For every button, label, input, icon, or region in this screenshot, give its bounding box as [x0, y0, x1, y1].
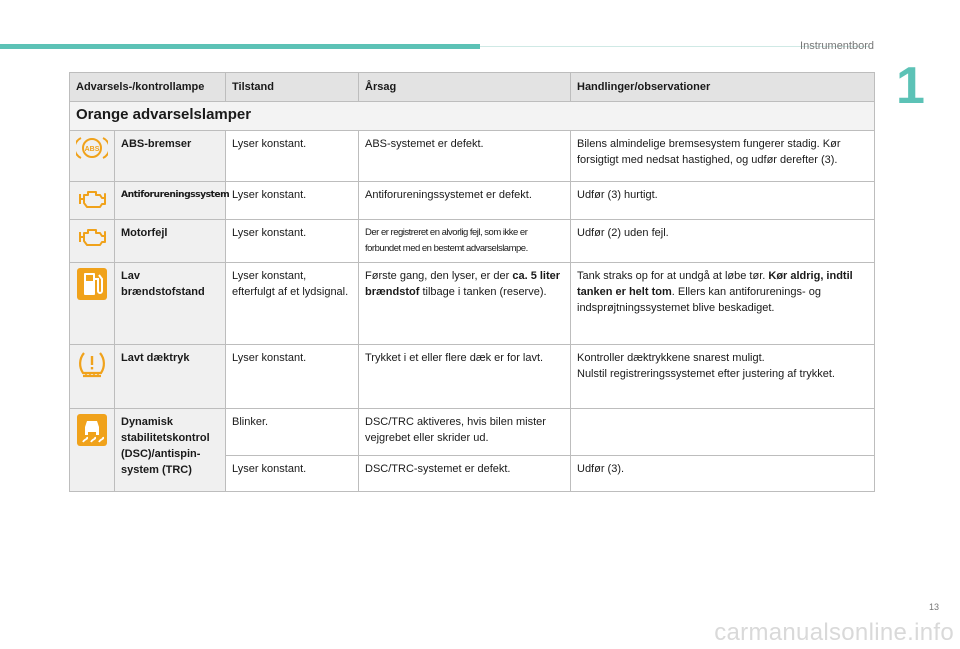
stability-control-icon: [70, 413, 114, 447]
lamp-icon-cell: [70, 409, 115, 492]
action-text: Tank straks op for at undgå at løbe tør.: [577, 270, 769, 282]
lamp-icon-cell: [70, 131, 115, 182]
lamp-action: [571, 263, 875, 345]
header-accent-bar: [0, 44, 480, 49]
column-header-lamp: Advarsels-/kontrollampe: [70, 73, 226, 102]
lamp-state: Lyser konstant.: [226, 220, 359, 263]
lamp-name: Motorfejl: [115, 220, 226, 263]
engine-fault-icon: [70, 224, 114, 248]
action-text-end: . Ellers kan antiforurenings- og indsprøjtningssystemet blive beskadiget.: [577, 286, 821, 314]
lamp-state: Lyser konstant.: [226, 456, 359, 492]
lamp-name: Antiforureningssystem: [115, 182, 226, 220]
table-row: [70, 131, 875, 182]
lamp-icon-cell: [70, 345, 115, 409]
lamp-state: Lyser konstant.: [226, 182, 359, 220]
action-emphasis: Kør aldrig, indtil tanken er helt tom: [577, 270, 853, 298]
lamp-icon-cell: [70, 182, 115, 220]
column-header-state: Tilstand: [226, 73, 359, 102]
group-row: [70, 102, 875, 131]
table-row: [70, 409, 875, 456]
lamp-name: Lav brændstofstand: [115, 263, 226, 345]
lamp-cause: ABS-systemet er defekt.: [359, 131, 571, 182]
lamp-action: [571, 409, 875, 456]
lamp-state: Blinker.: [226, 409, 359, 456]
tire-pressure-icon: [70, 349, 114, 379]
table-row: [70, 345, 875, 409]
engine-emission-icon: [70, 186, 114, 210]
abs-warning-icon: [70, 135, 114, 161]
table-header-row: [70, 73, 875, 102]
page-number: 13: [929, 602, 940, 612]
warning-lamps-table: [69, 72, 875, 492]
lamp-cause: Trykket i et eller flere dæk er for lavt.: [359, 345, 571, 409]
column-header-cause: Årsag: [359, 73, 571, 102]
group-title: Orange advarselslamper: [70, 102, 875, 131]
cause-text: Første gang, den lyser, er der: [365, 270, 513, 282]
lamp-action: Udfør (3).: [571, 456, 875, 492]
lamp-cause: DSC/TRC-systemet er defekt.: [359, 456, 571, 492]
lamp-action: Udfør (3) hurtigt.: [571, 182, 875, 220]
action-line: Nulstil registreringssystemet efter justering af trykket.: [577, 368, 835, 380]
watermark: carmanualsonline.info: [714, 619, 954, 646]
action-line: Kontroller dæktrykkene snarest muligt.: [577, 352, 765, 364]
lamp-cause: DSC/TRC aktiveres, hvis bilen mister vejgrebet eller skrider ud.: [359, 409, 571, 456]
lamp-state: Lyser konstant, efterfulgt af et lydsignal.: [226, 263, 359, 345]
section-title: Instrumentbord: [800, 40, 874, 52]
chapter-number: 1: [896, 57, 925, 115]
fuel-pump-icon: [70, 267, 114, 301]
lamp-cause: Der er registreret en alvorlig fejl, som ikke er forbundet med en bestemt advarselslampe.: [359, 220, 571, 263]
svg-text:ABS: ABS: [84, 146, 100, 153]
table-row: [70, 220, 875, 263]
table-row: [70, 182, 875, 220]
lamp-icon-cell: [70, 220, 115, 263]
lamp-cause: [359, 263, 571, 345]
lamp-action: Udfør (2) uden fejl.: [571, 220, 875, 263]
table-row: [70, 263, 875, 345]
lamp-name: Lavt dæktryk: [115, 345, 226, 409]
lamp-name: ABS-bremser: [115, 131, 226, 182]
cause-emphasis: ca. 5 liter brændstof: [365, 270, 561, 298]
lamp-state: Lyser konstant.: [226, 131, 359, 182]
lamp-action: Bilens almindelige bremsesystem fungerer stadig. Kør forsigtigt med nedsat hastighed, og udfør derefter (3).: [571, 131, 875, 182]
cause-text-end: tilbage i tanken (reserve).: [419, 286, 547, 298]
column-header-action: Handlinger/observationer: [571, 73, 875, 102]
lamp-cause: Antiforureningssystemet er defekt.: [359, 182, 571, 220]
lamp-state: Lyser konstant.: [226, 345, 359, 409]
lamp-name: Dynamisk stabilitetskontrol (DSC)/antispin-system (TRC): [115, 409, 226, 492]
lamp-icon-cell: [70, 263, 115, 345]
lamp-action: [571, 345, 875, 409]
